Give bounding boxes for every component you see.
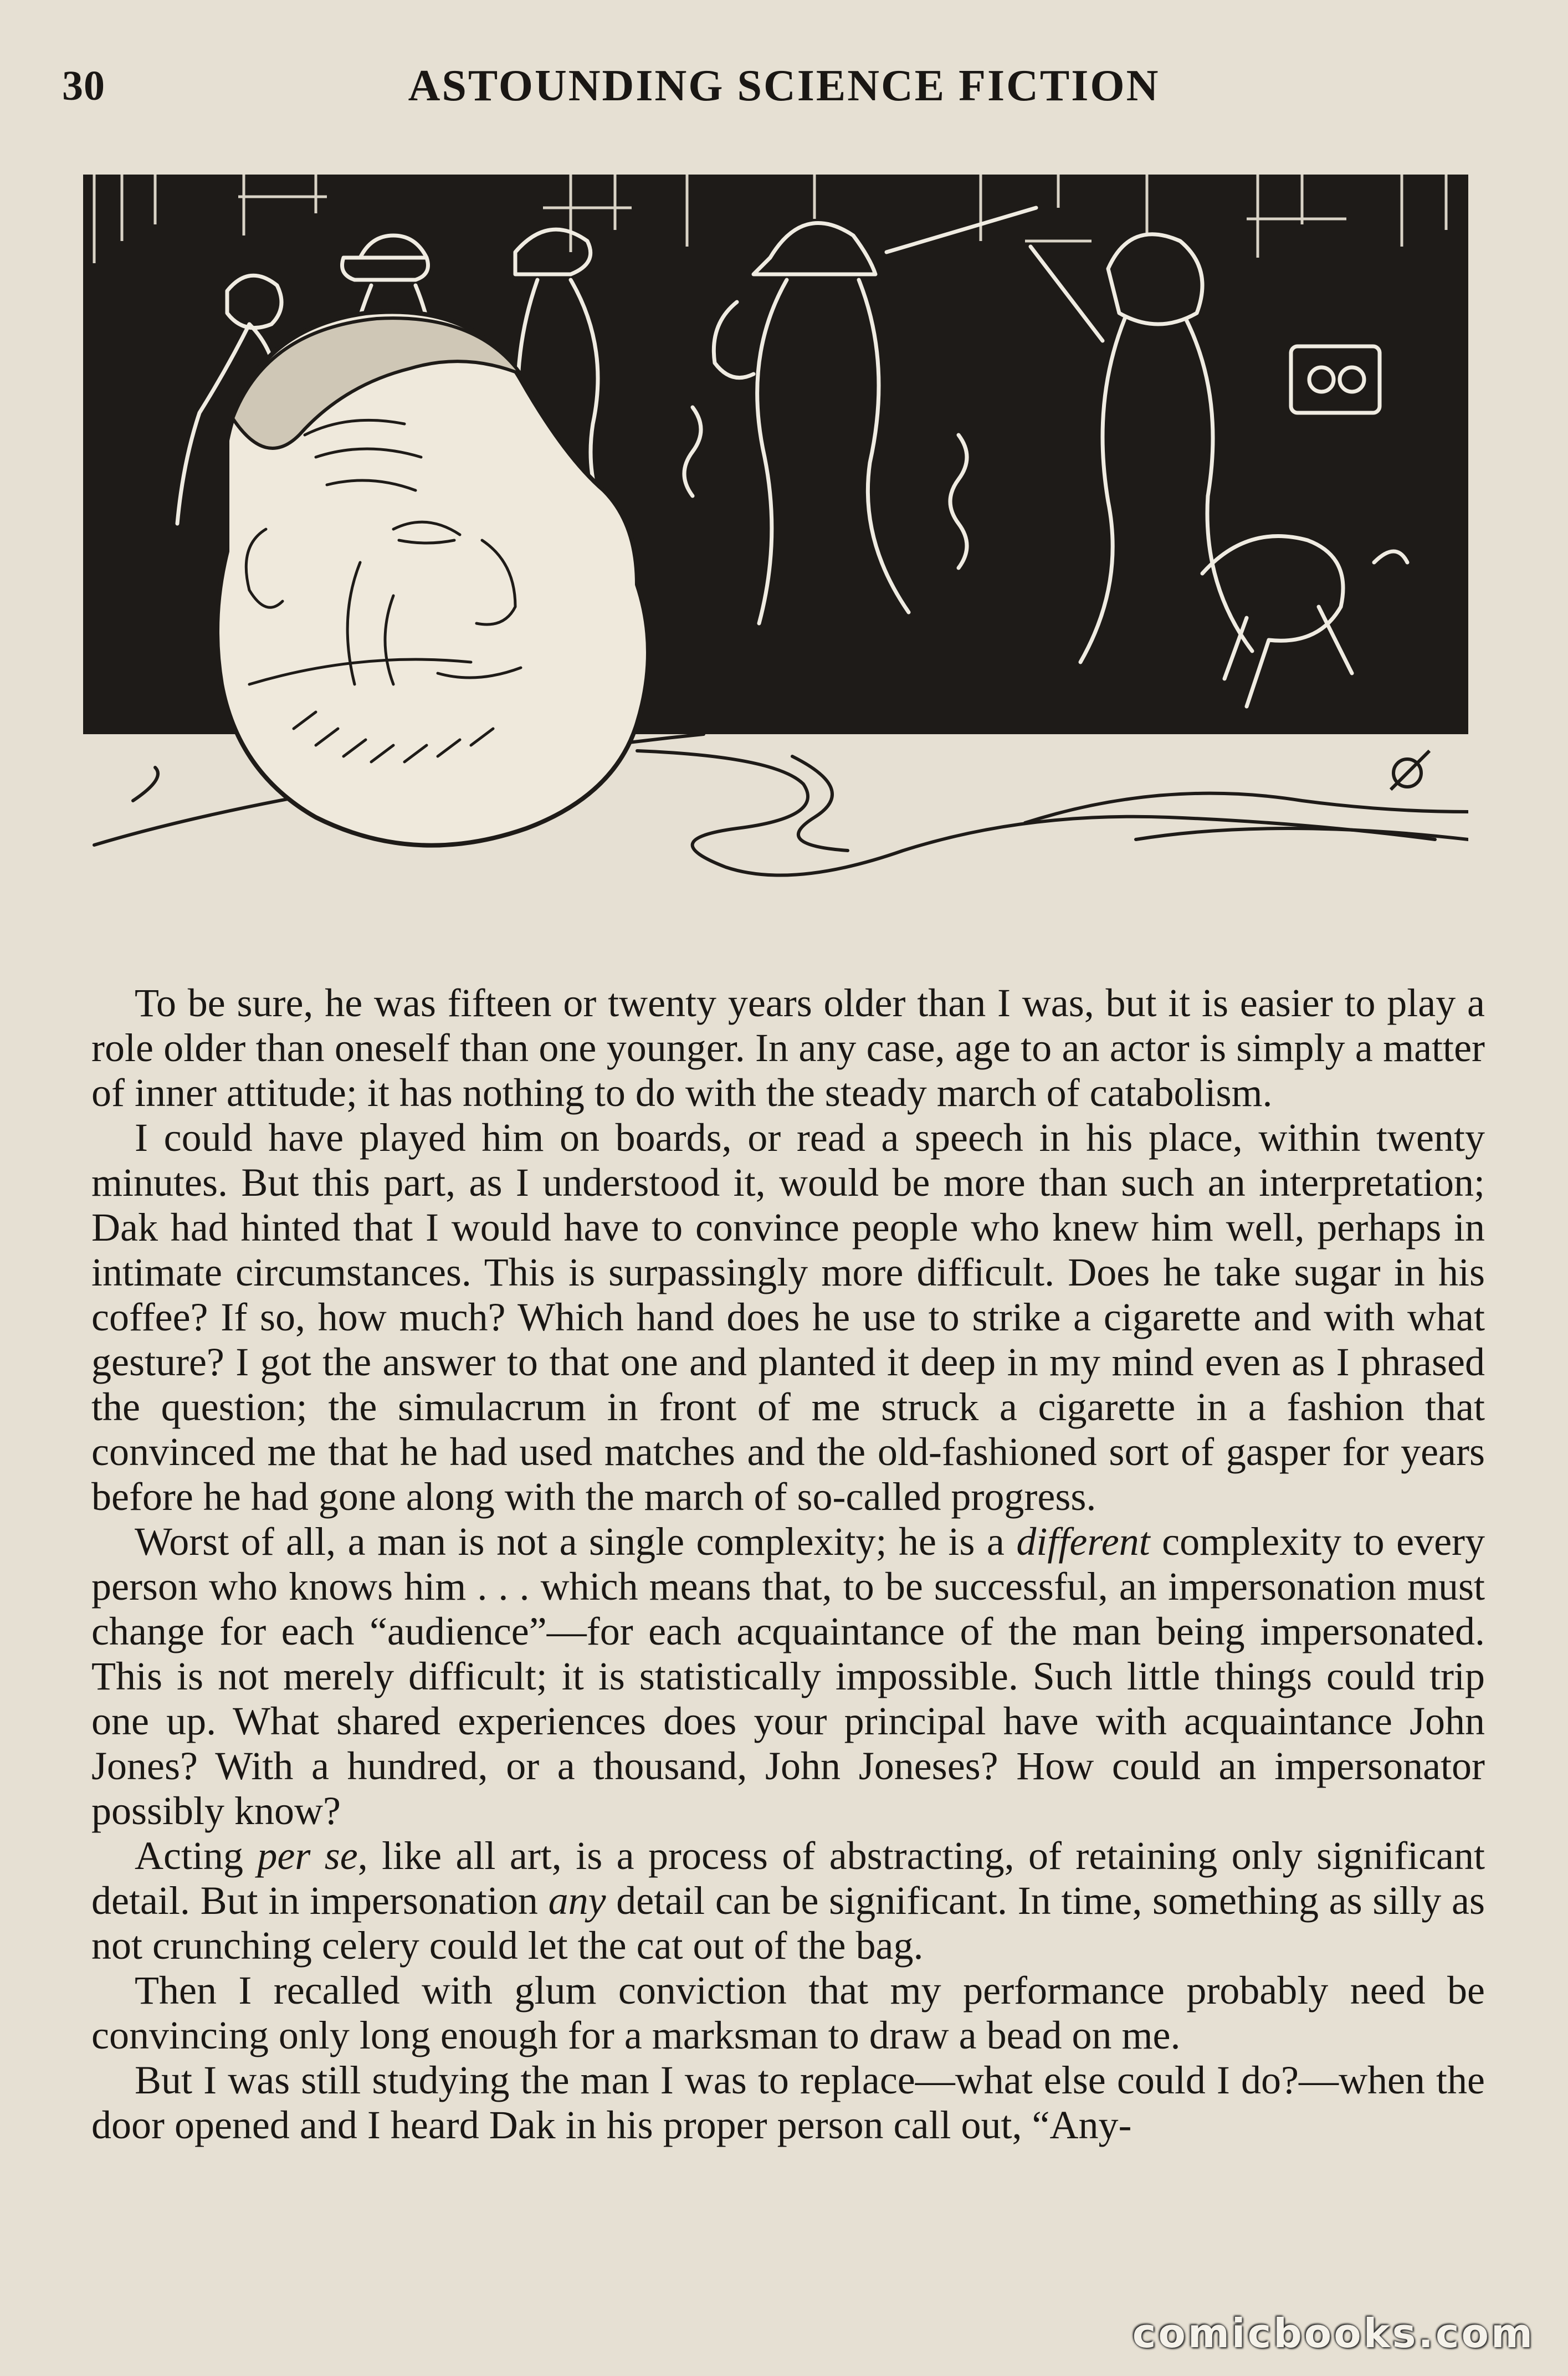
paragraph: But I was still studying the man I was to replace—what else could I do?—when the door opened and I heard Dak in his proper person call out, “Any-	[91, 2058, 1485, 2147]
article-body	[91, 981, 1485, 2148]
paragraph: To be sure, he was fifteen or twenty years older than I was, but it is easier to play a role older than oneself than one younger. In any case, age to an actor is simply a matter of inner attitude; it has nothing to do with the steady march of catabolism.	[91, 981, 1485, 1115]
running-head: ASTOUNDING SCIENCE FICTION	[408, 62, 1160, 110]
watermark: comicbooks.com	[1132, 2310, 1535, 2357]
illustration	[83, 175, 1468, 945]
illustration-old-man-head-with-figures	[83, 175, 1468, 945]
artist-signature-icon	[1391, 751, 1429, 790]
page-number: 30	[62, 63, 105, 109]
paragraph: Then I recalled with glum conviction that my performance probably need be convincing only long enough for a marksman to draw a bead on me.	[91, 1968, 1485, 2057]
paragraph: Acting per se, like all art, is a process of abstracting, of retaining only significant detail. But in impersonation any detail can be significant. In time, something as silly as not crunching celery could let the cat out of the bag.	[91, 1834, 1485, 1968]
paragraph: Worst of all, a man is not a single complexity; he is a different complexity to every person who knows him . . . which means that, to be successful, an impersonation must change for each “audience”—for each acquaintance of the man being impersonated. This is not merely difficult; it is statistically impossible. Such little things could trip one up. What shared experiences does your principal have with acquaintance John Jones? With a hundred, or a thousand, John Joneses? How could an impersonator possibly know?	[91, 1519, 1485, 1833]
paragraph: I could have played him on boards, or read a speech in his place, within twenty minutes. But this part, as I understood it, would be more than such an interpretation; Dak had hinted that I would have to convince people who knew him well, perhaps in intimate circumstances. This is surpassingly more difficult. Does he take sugar in his coffee? If so, how much? Which hand does he use to strike a cigarette and with what gesture? I got the answer to that one and planted it deep in my mind even as I phrased the question; the simulacrum in front of me struck a cigarette in a fashion that convinced me that he had used matches and the old-fashioned sort of gasper for years before he had gone along with the march of so-called progress.	[91, 1115, 1485, 1519]
